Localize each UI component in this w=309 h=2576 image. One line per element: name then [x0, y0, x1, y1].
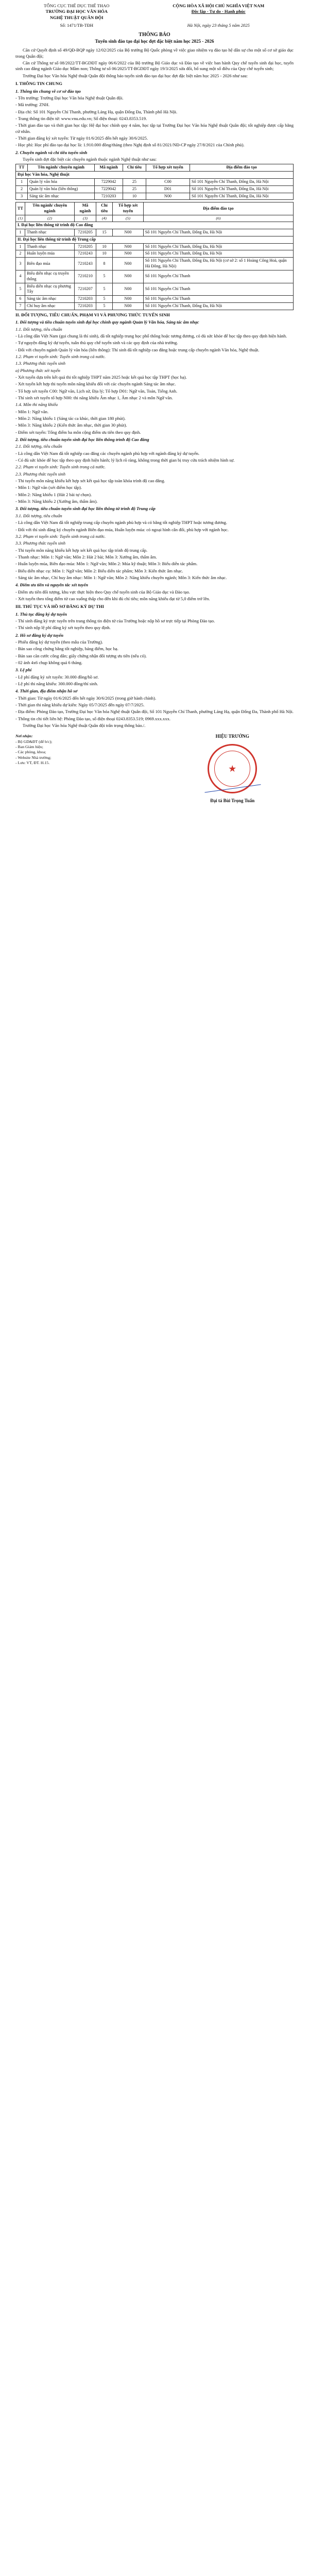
- recipient-item: - Ban Giám hiệu;: [15, 744, 43, 750]
- criteria-item: - Thi tuyển môn năng khiếu kết hợp xét kết quả học tập trình độ trung cấp.: [15, 547, 148, 553]
- table-cell: Số 101 Nguyễn Chí Thanh: [143, 270, 293, 283]
- procedure-item: - Bản sao công chứng bằng tốt nghiệp, bảng điểm, học bạ.: [15, 646, 118, 652]
- table-cell: 7229042: [95, 185, 123, 193]
- minor-heading: a) Phương thức xét tuyển: [15, 367, 60, 373]
- subsection-heading: 2. Chuyên ngành và chỉ tiêu tuyển sinh: [15, 149, 88, 155]
- table-cell: Số 101 Nguyễn Chí Thanh, Đống Đa, Hà Nội: [143, 250, 293, 258]
- seal-star-icon: ★: [228, 764, 237, 774]
- table-header-row: [16, 164, 294, 172]
- section-heading: II. ĐỐI TƯỢNG, TIÊU CHUẨN, PHẠM VI VÀ PHƯƠNG THỨC TUYỂN SINH: [15, 312, 170, 317]
- table-cell: 5: [16, 283, 25, 296]
- table-cell: N00: [113, 243, 144, 250]
- procedure-item: - Thông tin chi tiết liên hệ: Phòng Đào tạo, số điện thoại 0243.8353.519; 0969.xxx.xxx.: [15, 716, 171, 721]
- minor-heading: 1.2. Phạm vi tuyển sinh: Tuyển sinh trong cả nước.: [15, 353, 106, 359]
- signer-role: HIỆU TRƯỞNG: [215, 734, 249, 739]
- table-header-cell: Tên ngành/ chuyên ngành: [25, 202, 74, 215]
- procedure-item: - 02 ảnh 4x6 chụp không quá 6 tháng.: [15, 660, 83, 666]
- signer-name: Đại tá Bùi Trọng Tuấn: [210, 798, 255, 804]
- criteria-item: - Thi tuyển môn năng khiếu kết hợp xét kết quả học tập toàn khóa trình độ cao đẳng.: [15, 478, 165, 484]
- table-header-cell: Mã ngành: [75, 202, 96, 215]
- recipient-item: - Website Nhà trường;: [15, 755, 52, 760]
- minor-heading: 1.4. Môn thi năng khiếu: [15, 402, 58, 408]
- table-row: [16, 193, 294, 200]
- criteria-item: - Sáng tác âm nhạc, Chỉ huy âm nhạc: Môn 1: Ngữ văn; Môn 2: Năng khiếu chuyên ngành; Môn 3: Kiến thức âm nhạc.: [15, 574, 227, 580]
- document-page: [10, 0, 299, 809]
- subsection-heading: 3. Lệ phí: [15, 667, 32, 673]
- table-row: [16, 296, 294, 303]
- criteria-item: - Là công dân Việt Nam đã tốt nghiệp trung cấp chuyên ngành phù hợp và có bằng tốt nghiệp THPT hoặc tương đương.: [15, 520, 227, 526]
- table-row: [16, 185, 294, 193]
- document-title: THÔNG BÁO: [139, 32, 170, 38]
- table-cell: 25: [123, 178, 146, 185]
- table-numbering-row: [16, 215, 294, 222]
- table-cell: 7210243: [75, 250, 96, 258]
- table-cell: Thanh nhạc: [25, 229, 74, 236]
- table-cell: 7210203: [95, 193, 123, 200]
- procedure-item: - Lệ phí thi năng khiếu: 300.000 đồng/thí sinh.: [15, 681, 98, 687]
- section-heading: I. THÔNG TIN CHUNG: [15, 81, 62, 87]
- section-heading: III. THỦ TỤC VÀ HỒ SƠ ĐĂNG KÝ DỰ THI: [15, 604, 104, 609]
- criteria-item: - Đối với chuyên ngành Quản lý văn hóa (liên thông): Thí sinh đã tốt nghiệp cao đẳng hoặc trung cấp chuyên ngành Văn hóa, Nghệ thuật.: [15, 347, 260, 352]
- table-cell: N00: [146, 193, 190, 200]
- criteria-item: - Môn 3: Năng khiếu 2 (Xướng âm, thẩm âm).: [15, 499, 98, 504]
- table-cell: 7210243: [75, 258, 96, 270]
- recipient-item: - Lưu: VT, ĐT. H.15.: [15, 760, 50, 765]
- table-cell: 7: [16, 303, 25, 310]
- table-group-row: [16, 172, 294, 179]
- table-cell: N00: [113, 283, 144, 296]
- closing-statement: Trường Đại học Văn hóa Nghệ thuật Quân đội trân trọng thông báo./.: [23, 723, 146, 728]
- table-number-cell: (1): [16, 215, 25, 222]
- procedure-item: - Phiếu đăng ký dự tuyển (theo mẫu của Trường).: [15, 639, 103, 645]
- info-item: - Địa chỉ: Số 101 Nguyễn Chí Thanh, phường Láng Hạ, quận Đống Đa, Thành phố Hà Nội.: [15, 109, 178, 114]
- criteria-item: - Thanh nhạc: Môn 1: Ngữ văn; Môn 2: Hát 2 bài; Môn 3: Xướng âm, thẩm âm.: [15, 554, 157, 560]
- quota-table-1: [15, 164, 294, 200]
- table-group-row: [16, 236, 294, 243]
- info-item: - Thời gian đăng ký xét tuyển: Từ ngày 01/6/2025 đến hết ngày 30/6/2025.: [15, 135, 148, 141]
- table-cell: 10: [96, 250, 112, 258]
- issuing-organization: [15, 3, 138, 21]
- table-number-cell: (4): [96, 215, 112, 222]
- criteria-item: - Có đủ sức khỏe để học tập theo quy định hiện hành; lý lịch rõ ràng, không trong thời gian bị truy cứu trách nhiệm hình sự.: [15, 457, 235, 463]
- national-motto: Độc lập - Tự do - Hạnh phúc: [191, 9, 246, 14]
- table-header-cell: Địa điểm đào tạo: [190, 164, 294, 172]
- table-cell: N00: [113, 296, 144, 303]
- recipients-list: [15, 739, 138, 766]
- application-procedure-block: [15, 612, 294, 722]
- criteria-item: - Điểm xét tuyển: Tổng điểm ba môn cộng điểm ưu tiên theo quy định.: [15, 429, 141, 435]
- table-header-row: [16, 202, 294, 215]
- subsection-heading: 1. Thủ tục đăng ký dự tuyển: [15, 611, 67, 617]
- recipient-item: - Bộ GD&ĐT (để b/c);: [15, 739, 53, 744]
- table-cell: 5: [96, 270, 112, 283]
- table-cell: Thanh nhạc: [25, 243, 74, 250]
- criteria-item: - Biểu diễn nhạc cụ: Môn 1: Ngữ văn; Môn 2: Biểu diễn tác phẩm; Môn 3: Kiến thức âm nhạc.: [15, 568, 183, 573]
- institution-info-list: [15, 95, 294, 148]
- table-cell: Sáng tác âm nhạc: [25, 296, 74, 303]
- table-cell: Số 101 Nguyễn Chí Thanh, Đống Đa, Hà Nội: [143, 229, 293, 236]
- subsection-heading: 4. Điểm ưu tiên và nguyên tắc xét tuyển: [15, 582, 88, 588]
- criteria-item: - Đối với thí sinh đăng ký chuyên ngành Biên đạo múa, Huấn luyện múa: có ngoại hình cân đối, phù hợp với ngành học.: [15, 527, 229, 532]
- procedure-item: - Bản sao căn cước công dân; giấy chứng nhận đối tượng ưu tiên (nếu có).: [15, 653, 147, 658]
- org-line-1: TỔNG CỤC THỂ DỤC THỂ THAO: [44, 3, 110, 8]
- table-cell: 4: [16, 270, 25, 283]
- minor-heading: 3.2. Phạm vi tuyển sinh: Tuyển sinh trong cả nước.: [15, 533, 106, 539]
- criteria-item: - Môn 2: Năng khiếu 1 (Hát 2 bài tự chọn).: [15, 492, 92, 497]
- table-number-cell: (6): [143, 215, 293, 222]
- table-header-cell: Mã ngành: [95, 164, 123, 172]
- criteria-item: - Môn 1: Ngữ văn (xét điểm học tập).: [15, 485, 82, 490]
- table-row: [16, 303, 294, 310]
- criteria-item: - Môn 2: Năng khiếu 1 (Sáng tác ca khúc, thời gian 180 phút).: [15, 416, 126, 421]
- table-cell: Biểu diễn nhạc cụ truyền thống: [25, 270, 74, 283]
- document-subtitle: Tuyển sinh đào tạo đại học đợt đặc biệt năm học 2025 - 2026: [95, 38, 214, 44]
- procedure-item: - Địa điểm: Phòng Đào tạo, Trường Đại học Văn hóa Nghệ thuật Quân đội, Số 101 Nguyễn Chí Thanh, phường Láng Hạ, quận Đống Đa, Thành phố Hà Nội.: [15, 709, 294, 715]
- table-header-cell: Chỉ tiêu: [96, 202, 112, 215]
- procedure-item: - Thí sinh đăng ký trực tuyến trên trang thông tin điện tử của Trường hoặc nộp hồ sơ trực tiếp tại Phòng Đào tạo.: [15, 618, 215, 623]
- table-row: [16, 283, 294, 296]
- table-cell: Biên đạo múa: [25, 258, 74, 270]
- table-group-label: I. Đại học liên thông từ trình độ Cao đẳng: [16, 222, 294, 229]
- table-cell: N00: [113, 229, 144, 236]
- minor-heading: 3.3. Phương thức tuyển sinh: [15, 540, 66, 546]
- table-cell: 7210207: [75, 283, 96, 296]
- intro-paragraph: Căn cứ Thông tư số 08/2022/TT-BGDĐT ngày 06/6/2022 của Bộ trưởng Bộ Giáo dục và Đào tạo về việc ban hành Quy chế tuyển sinh đại học, tuyển sinh cao đẳng ngành Giáo dục Mầm non; Thông tư số 06/2025/TT-BGDĐT ngày 19/3/2025 sửa đổi, bổ sung một số điều của Quy chế tuyển sinh;: [15, 60, 294, 72]
- info-item: - Thời gian đào tạo và thời gian học tập: Hệ đại học chính quy 4 năm, học tập tại Trường Đại học Văn hóa Nghệ thuật Quân đội; tốt nghiệp được cấp bằng cử nhân.: [15, 123, 294, 134]
- criteria-item: - Tổ hợp xét tuyển C00: Ngữ văn, Lịch sử, Địa lý; Tổ hợp D01: Ngữ văn, Toán, Tiếng Anh.: [15, 388, 178, 394]
- recipient-item: - Các phòng, khoa;: [15, 750, 46, 755]
- quota-table-2: [15, 202, 294, 310]
- table-cell: 1: [16, 229, 25, 236]
- table-cell: 2: [16, 185, 28, 193]
- table-cell: 7210203: [75, 303, 96, 310]
- subsection-heading: 3. Đối tượng, tiêu chuẩn tuyển sinh đại học liên thông từ trình độ Trung cấp: [15, 506, 156, 512]
- table-cell: 7210210: [75, 270, 96, 283]
- table-header-cell: Tổ hợp xét tuyển: [113, 202, 144, 215]
- national-heading: [143, 3, 294, 21]
- nation-name: CỘNG HÒA XÃ HỘI CHỦ NGHĨA VIỆT NAM: [173, 3, 265, 8]
- minor-heading: 1.3. Phương thức tuyển sinh: [15, 361, 66, 366]
- table-cell: Số 101 Nguyễn Chí Thanh, Đống Đa, Hà Nội (cơ sở 2: số 1 Hoàng Công Hoà, quận Hà Đông, Hà Nội): [143, 258, 293, 270]
- table-row: [16, 229, 294, 236]
- recipients-title: Nơi nhận:: [15, 734, 33, 739]
- table-cell: C00: [146, 178, 190, 185]
- minor-heading: 1.1. Đối tượng, tiêu chuẩn: [15, 326, 62, 332]
- table-body: [16, 222, 294, 310]
- table-header-cell: TT: [16, 164, 28, 172]
- table-cell: 7210205: [75, 243, 96, 250]
- intro-paragraph: Căn cứ Quyết định số 49/QĐ-BQP ngày 12/02/2025 của Bộ trưởng Bộ Quốc phòng về việc giao nhiệm vụ đào tạo hệ dân sự cho một số cơ sở giáo dục trong Quân đội;: [15, 47, 294, 59]
- table-row: [16, 250, 294, 258]
- document-date: Hà Nội, ngày 23 tháng 5 năm 2025: [187, 23, 250, 28]
- table-cell: 7229042: [95, 178, 123, 185]
- info-item: - Tên trường: Trường Đại học Văn hóa Nghệ thuật Quân đội.: [15, 95, 124, 100]
- document-header: [15, 3, 294, 21]
- table-number-cell: (5): [113, 215, 144, 222]
- criteria-item: - Xét tuyển theo tổng điểm từ cao xuống thấp cho đến khi đủ chỉ tiêu; môn năng khiếu đạt từ 5,0 điểm trở lên.: [15, 596, 210, 601]
- criteria-item: - Môn 1: Ngữ văn.: [15, 409, 49, 414]
- table-cell: Số 101 Nguyễn Chí Thanh: [143, 283, 293, 296]
- table-cell: 1: [16, 178, 28, 185]
- table-cell: Số 101 Nguyễn Chí Thanh, Đống Đa, Hà Nội: [190, 185, 294, 193]
- table-cell: 6: [16, 296, 25, 303]
- minor-heading: 2.1. Đối tượng, tiêu chuẩn: [15, 444, 62, 449]
- table-cell: Sáng tác âm nhạc: [28, 193, 95, 200]
- signer-block: [171, 734, 294, 804]
- table-header-cell: Địa điểm đào tạo: [143, 202, 293, 215]
- subsection-heading: 4. Thời gian, địa điểm nhận hồ sơ: [15, 688, 78, 694]
- criteria-item: - Thí sinh xét tuyển tổ hợp N00: thi năng khiếu Âm nhạc 1, Âm nhạc 2 và môn Ngữ văn.: [15, 395, 173, 400]
- criteria-item: - Điểm ưu tiên đối tượng, khu vực thực hiện theo Quy chế tuyển sinh của Bộ Giáo dục và Đào tạo.: [15, 589, 190, 595]
- table-cell: 3: [16, 258, 25, 270]
- table-cell: 7210205: [75, 229, 96, 236]
- table-header-cell: Tên ngành/ chuyên ngành: [28, 164, 95, 172]
- table-cell: N00: [113, 303, 144, 310]
- document-meta: [15, 23, 294, 28]
- table-row: [16, 270, 294, 283]
- procedure-item: - Lệ phí đăng ký xét tuyển: 30.000 đồng/hồ sơ.: [15, 674, 99, 680]
- table-cell: 10: [123, 193, 146, 200]
- quota-note: Tuyển sinh đợt đặc biệt các chuyên ngành thuộc ngành Nghệ thuật như sau:: [23, 156, 157, 162]
- table-cell: Quản lý văn hóa (liên thông): [28, 185, 95, 193]
- procedure-item: - Thời gian: Từ ngày 01/6/2025 đến hết ngày 30/6/2025 (trong giờ hành chính).: [15, 695, 157, 701]
- table-number-cell: (2): [25, 215, 74, 222]
- table-cell: 2: [16, 250, 25, 258]
- procedure-item: - Thời gian thi năng khiếu dự kiến: Ngày 05/7/2025 đến ngày 07/7/2025.: [15, 702, 145, 708]
- table-cell: 10: [96, 243, 112, 250]
- table-cell: 8: [96, 258, 112, 270]
- table-cell: Số 101 Nguyễn Chí Thanh, Đống Đa, Hà Nội: [143, 303, 293, 310]
- subsection-heading: 1. Đối tượng và tiêu chuẩn tuyển sinh đại học chính quy ngành Quản lý Văn hóa, Sáng tác âm nhạc: [15, 319, 199, 325]
- subsection-heading: 1. Thông tin chung về cơ sở đào tạo: [15, 88, 81, 94]
- table-cell: N00: [113, 250, 144, 258]
- intro-block: [15, 47, 294, 79]
- recipients-block: [15, 734, 138, 804]
- table-header-cell: Chỉ tiêu: [123, 164, 146, 172]
- table-header-cell: Tổ hợp xét tuyển: [146, 164, 190, 172]
- table-cell: 5: [96, 283, 112, 296]
- org-line-3: NGHỆ THUẬT QUÂN ĐỘI: [50, 14, 104, 20]
- criteria-item: - Xét tuyển kết hợp thi tuyển môn năng khiếu đối với các chuyên ngành Sáng tác âm nhạc.: [15, 381, 176, 387]
- table-row: [16, 258, 294, 270]
- table-cell: N00: [113, 258, 144, 270]
- subsection-heading: 2. Hồ sơ đăng ký dự tuyển: [15, 632, 64, 638]
- table-cell: 7210203: [75, 296, 96, 303]
- table-cell: Số 101 Nguyễn Chí Thanh, Đống Đa, Hà Nội: [143, 243, 293, 250]
- criteria-item: - Là công dân Việt Nam (gọi chung là thí sinh), đã tốt nghiệp trung học phổ thông hoặc tương đương, có đủ sức khỏe để học tập theo quy định hiện hành.: [15, 333, 287, 338]
- criteria-item: - Là công dân Việt Nam đã tốt nghiệp cao đẳng các chuyên ngành phù hợp với ngành đăng ký dự tuyển.: [15, 450, 200, 456]
- criteria-item: - Môn 3: Năng khiếu 2 (Kiến thức âm nhạc, thời gian 30 phút).: [15, 422, 127, 428]
- document-number: Số: 1471/TB-TĐH: [60, 23, 94, 28]
- signature-block: [15, 734, 294, 804]
- table-cell: Huấn luyện múa: [25, 250, 74, 258]
- table-cell: Số 101 Nguyễn Chí Thanh, Đống Đa, Hà Nội: [190, 193, 294, 200]
- criteria-item: - Tự nguyện đăng ký dự tuyển, tuân thủ quy chế tuyển sinh và các quy định của nhà trường.: [15, 340, 178, 346]
- org-line-2: TRƯỜNG ĐẠI HỌC VĂN HÓA: [45, 9, 108, 14]
- table-group-label: II. Đại học liên thông từ trình độ Trung cấp: [16, 236, 294, 243]
- table-cell: 25: [123, 185, 146, 193]
- minor-heading: 3.1. Đối tượng, tiêu chuẩn: [15, 513, 62, 518]
- minor-heading: 2.3. Phương thức tuyển sinh: [15, 471, 66, 477]
- table-cell: Số 101 Nguyễn Chí Thanh, Đống Đa, Hà Nội: [190, 178, 294, 185]
- table-cell: Chỉ huy âm nhạc: [25, 303, 74, 310]
- table-cell: Số 101 Nguyễn Chí Thanh: [143, 296, 293, 303]
- criteria-item: - Xét tuyển dựa trên kết quả thi tốt nghiệp THPT năm 2025 hoặc kết quả học tập THPT (học bạ).: [15, 374, 187, 380]
- table-row: [16, 178, 294, 185]
- criteria-item: - Huấn luyện múa, Biên đạo múa: Môn 1: Ngữ văn; Môn 2: Múa kỹ thuật; Môn 3: Biểu diễn tác phẩm.: [15, 561, 198, 567]
- info-item: - Trang thông tin điện tử: www.vnu.edu.vn; Số điện thoại: 0243.8353.519.: [15, 115, 147, 121]
- procedure-item: - Thí sinh nộp lệ phí đăng ký xét tuyển theo quy định.: [15, 625, 111, 631]
- table-group-label: Đại học Văn hóa, Nghệ thuật: [16, 172, 294, 179]
- info-item: - Học phí: Học phí đào tạo đại học là: 1.910.000 đồng/tháng (theo Nghị định số 81/2021/NĐ-CP ngày 27/8/2021 của Chính phủ).: [15, 142, 245, 148]
- table-cell: Quản lý văn hóa: [28, 178, 95, 185]
- subsection-heading: 2. Đối tượng, tiêu chuẩn tuyển sinh đại học liên thông trình độ Cao đẳng: [15, 437, 149, 443]
- minor-heading: 2.2. Phạm vi tuyển sinh: Tuyển sinh trong cả nước.: [15, 464, 106, 470]
- table-cell: 1: [16, 243, 25, 250]
- table-row: [16, 243, 294, 250]
- table-header-cell: TT: [16, 202, 25, 215]
- table-number-cell: (3): [75, 215, 96, 222]
- info-item: - Mã trường: ZNH.: [15, 102, 50, 108]
- table-group-row: [16, 222, 294, 229]
- table-body: [16, 172, 294, 200]
- table-cell: D01: [146, 185, 190, 193]
- table-cell: 15: [96, 229, 112, 236]
- table-cell: 3: [16, 193, 28, 200]
- table-cell: 5: [96, 296, 112, 303]
- table-cell: Biểu diễn nhạc cụ phương Tây: [25, 283, 74, 296]
- table-cell: 5: [96, 303, 112, 310]
- table-cell: N00: [113, 270, 144, 283]
- intro-paragraph: Trường Đại học Văn hóa Nghệ thuật Quân đội thông báo tuyển sinh đào tạo đại học đợt đặc biệt năm học 2025 - 2026 như sau:: [23, 73, 248, 78]
- admission-criteria-block: [15, 319, 294, 602]
